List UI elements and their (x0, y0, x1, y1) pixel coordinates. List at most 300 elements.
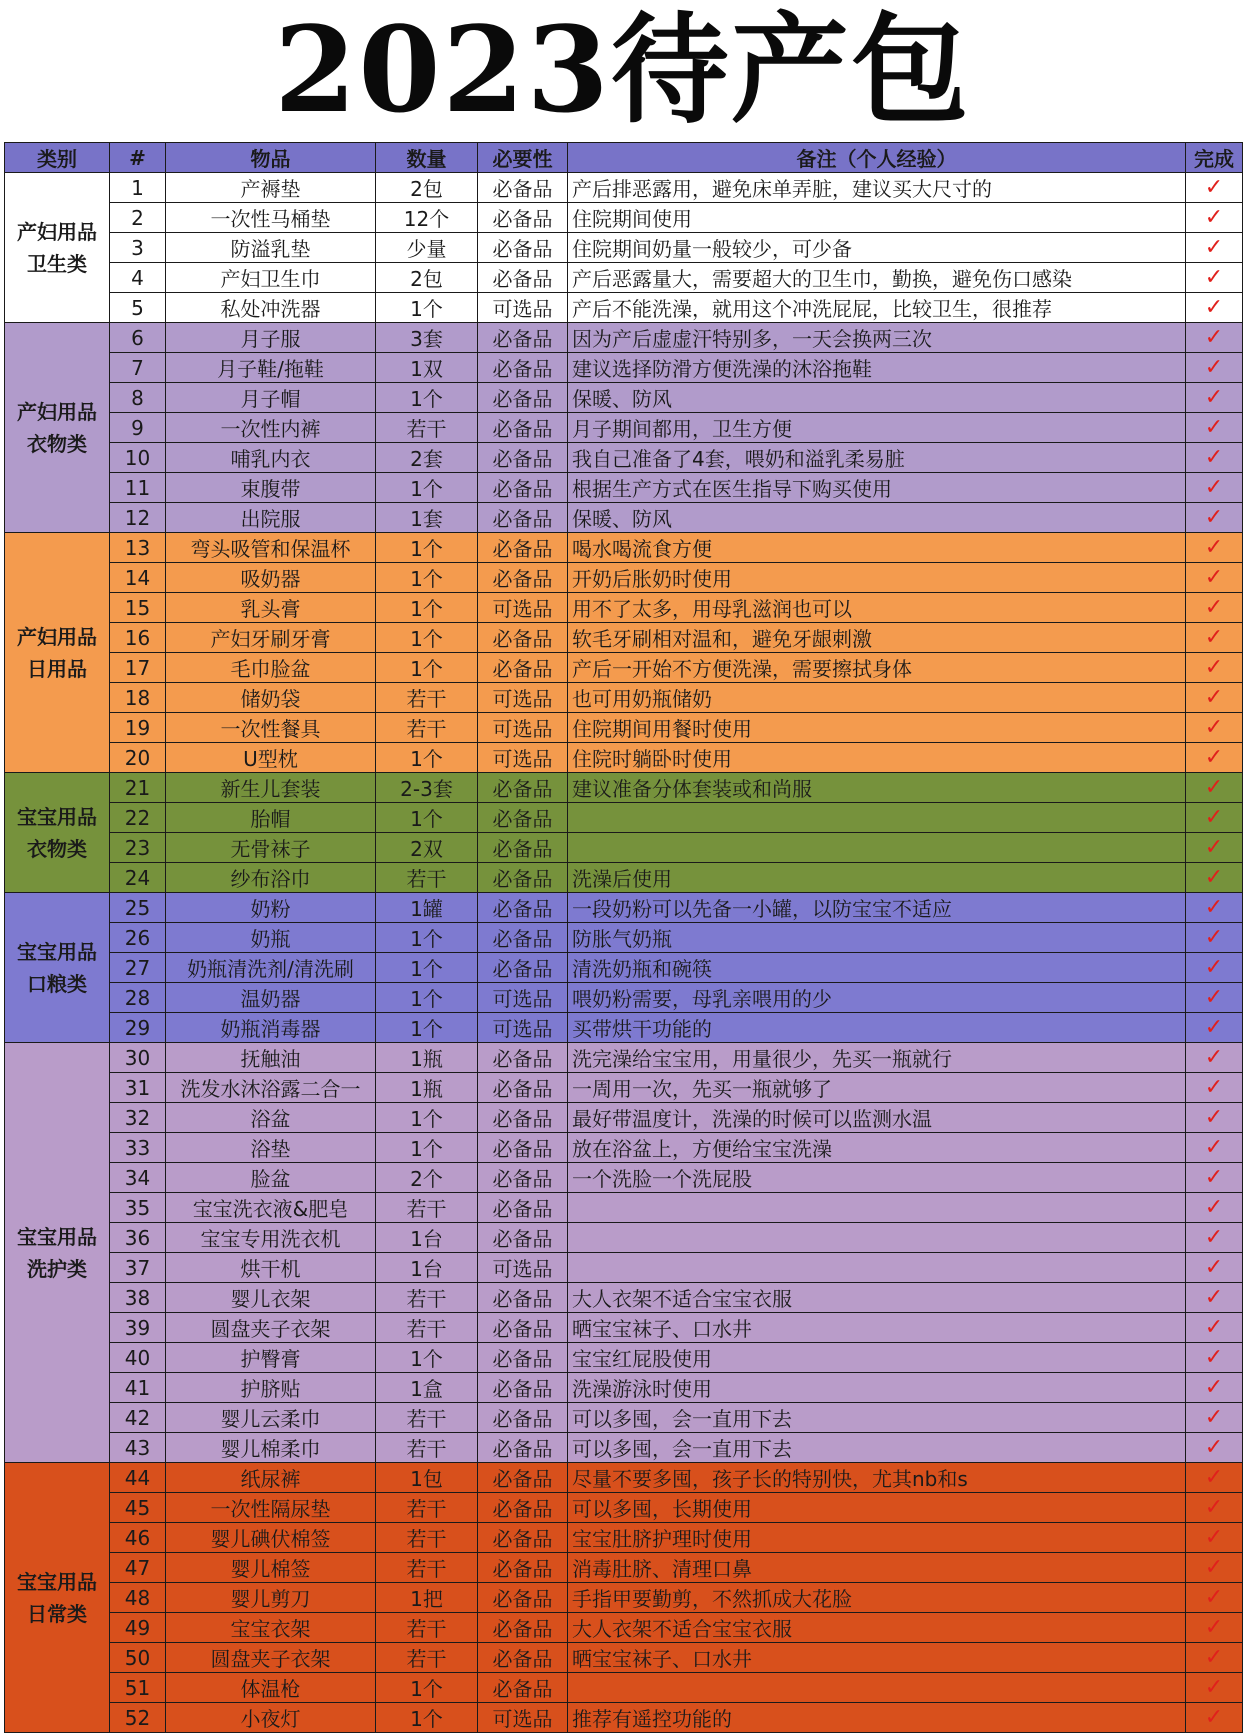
done-cell (1186, 623, 1243, 653)
row-number: 39 (110, 1313, 166, 1343)
done-cell (1186, 1013, 1243, 1043)
item-quantity: 1包 (376, 1463, 478, 1493)
row-number: 13 (110, 533, 166, 563)
table-row (5, 683, 1243, 713)
item-quantity: 1个 (376, 1103, 478, 1133)
item-necessity: 可选品 (478, 1013, 568, 1043)
item-name: 脸盆 (166, 1163, 376, 1193)
done-cell (1186, 983, 1243, 1013)
item-necessity: 必备品 (478, 1493, 568, 1523)
item-name: 防溢乳垫 (166, 233, 376, 263)
table-row (5, 923, 1243, 953)
item-name: 婴儿棉柔巾 (166, 1433, 376, 1463)
item-necessity: 可选品 (478, 683, 568, 713)
table-row (5, 1073, 1243, 1103)
done-cell (1186, 1403, 1243, 1433)
item-name: 储奶袋 (166, 683, 376, 713)
table-row (5, 233, 1243, 263)
checkmark-icon: ✓ (1204, 895, 1224, 920)
checkmark-icon: ✓ (1204, 835, 1224, 860)
row-number: 44 (110, 1463, 166, 1493)
item-quantity: 1个 (376, 1673, 478, 1703)
item-necessity: 必备品 (478, 1073, 568, 1103)
row-number: 36 (110, 1223, 166, 1253)
header-done: 完成 (1186, 143, 1243, 173)
item-necessity: 必备品 (478, 1313, 568, 1343)
item-necessity: 必备品 (478, 1133, 568, 1163)
row-number: 4 (110, 263, 166, 293)
row-number: 10 (110, 443, 166, 473)
item-note: 买带烘干功能的 (568, 1013, 1186, 1043)
row-number: 49 (110, 1613, 166, 1643)
done-cell (1186, 1643, 1243, 1673)
category-cell: 产妇用品 衣物类 (5, 323, 110, 533)
item-necessity: 必备品 (478, 203, 568, 233)
checkmark-icon: ✓ (1204, 1495, 1224, 1520)
done-cell (1186, 1043, 1243, 1073)
table-row (5, 1043, 1243, 1073)
item-quantity: 1个 (376, 563, 478, 593)
item-note: 清洗奶瓶和碗筷 (568, 953, 1186, 983)
checkmark-icon: ✓ (1204, 1135, 1224, 1160)
checkmark-icon: ✓ (1204, 955, 1224, 980)
category-cell: 宝宝用品 日常类 (5, 1463, 110, 1733)
item-necessity: 必备品 (478, 1283, 568, 1313)
item-necessity: 可选品 (478, 1703, 568, 1733)
item-name: 婴儿棉签 (166, 1553, 376, 1583)
item-name: 温奶器 (166, 983, 376, 1013)
done-cell (1186, 1673, 1243, 1703)
item-quantity: 若干 (376, 863, 478, 893)
table-row (5, 833, 1243, 863)
item-necessity: 必备品 (478, 353, 568, 383)
category-cell: 宝宝用品 口粮类 (5, 893, 110, 1043)
item-quantity: 1套 (376, 503, 478, 533)
item-necessity: 必备品 (478, 893, 568, 923)
item-necessity: 必备品 (478, 1043, 568, 1073)
item-quantity: 3套 (376, 323, 478, 353)
item-name: 一次性隔尿垫 (166, 1493, 376, 1523)
item-quantity: 1个 (376, 1703, 478, 1733)
checkmark-icon: ✓ (1204, 1585, 1224, 1610)
item-name: 宝宝洗衣液&肥皂 (166, 1193, 376, 1223)
table-row (5, 1493, 1243, 1523)
item-note: 推荐有遥控功能的 (568, 1703, 1186, 1733)
header-row (5, 143, 1243, 173)
item-name: 烘干机 (166, 1253, 376, 1283)
row-number: 46 (110, 1523, 166, 1553)
checkmark-icon: ✓ (1204, 1405, 1224, 1430)
item-note: 一周用一次，先买一瓶就够了 (568, 1073, 1186, 1103)
item-name: U型枕 (166, 743, 376, 773)
item-necessity: 必备品 (478, 773, 568, 803)
checkmark-icon: ✓ (1204, 1105, 1224, 1130)
row-number: 45 (110, 1493, 166, 1523)
done-cell (1186, 863, 1243, 893)
row-number: 38 (110, 1283, 166, 1313)
row-number: 31 (110, 1073, 166, 1103)
item-note: 保暖、防风 (568, 383, 1186, 413)
done-cell (1186, 563, 1243, 593)
row-number: 3 (110, 233, 166, 263)
table-row (5, 1313, 1243, 1343)
item-name: 洗发水沐浴露二合一 (166, 1073, 376, 1103)
table-row (5, 893, 1243, 923)
table-row (5, 173, 1243, 203)
item-name: 婴儿衣架 (166, 1283, 376, 1313)
checkmark-icon: ✓ (1204, 265, 1224, 290)
done-cell (1186, 1313, 1243, 1343)
item-note: 喝水喝流食方便 (568, 533, 1186, 563)
table-row (5, 593, 1243, 623)
item-quantity: 1瓶 (376, 1073, 478, 1103)
item-note: 软毛牙刷相对温和，避免牙龈刺激 (568, 623, 1186, 653)
table-row (5, 413, 1243, 443)
item-quantity: 1把 (376, 1583, 478, 1613)
item-quantity: 若干 (376, 1403, 478, 1433)
item-name: 出院服 (166, 503, 376, 533)
item-necessity: 必备品 (478, 1403, 568, 1433)
item-name: 纱布浴巾 (166, 863, 376, 893)
item-quantity: 1个 (376, 953, 478, 983)
item-quantity: 1个 (376, 1013, 478, 1043)
item-name: 无骨袜子 (166, 833, 376, 863)
item-note: 根据生产方式在医生指导下购买使用 (568, 473, 1186, 503)
item-necessity: 必备品 (478, 233, 568, 263)
item-name: 圆盘夹子衣架 (166, 1313, 376, 1343)
item-name: 抚触油 (166, 1043, 376, 1073)
row-number: 42 (110, 1403, 166, 1433)
item-necessity: 必备品 (478, 1193, 568, 1223)
table-row (5, 473, 1243, 503)
item-necessity: 必备品 (478, 503, 568, 533)
item-quantity: 1盒 (376, 1373, 478, 1403)
checkmark-icon: ✓ (1204, 415, 1224, 440)
item-name: 浴盆 (166, 1103, 376, 1133)
table-row (5, 1163, 1243, 1193)
item-note: 大人衣架不适合宝宝衣服 (568, 1283, 1186, 1313)
item-note (568, 833, 1186, 863)
done-cell (1186, 1583, 1243, 1613)
table-row (5, 353, 1243, 383)
item-note: 洗澡后使用 (568, 863, 1186, 893)
item-necessity: 必备品 (478, 1163, 568, 1193)
item-necessity: 必备品 (478, 1463, 568, 1493)
item-quantity: 若干 (376, 1523, 478, 1553)
done-cell (1186, 1253, 1243, 1283)
row-number: 1 (110, 173, 166, 203)
item-note: 开奶后胀奶时使用 (568, 563, 1186, 593)
done-cell (1186, 443, 1243, 473)
item-name: 乳头膏 (166, 593, 376, 623)
table-row (5, 1523, 1243, 1553)
table-row (5, 953, 1243, 983)
item-name: 一次性马桶垫 (166, 203, 376, 233)
item-name: 产褥垫 (166, 173, 376, 203)
checkmark-icon: ✓ (1204, 745, 1224, 770)
item-name: 宝宝衣架 (166, 1613, 376, 1643)
row-number: 25 (110, 893, 166, 923)
done-cell (1186, 1433, 1243, 1463)
done-cell (1186, 1133, 1243, 1163)
table-row (5, 383, 1243, 413)
item-quantity: 1个 (376, 653, 478, 683)
checkmark-icon: ✓ (1204, 565, 1224, 590)
done-cell (1186, 1073, 1243, 1103)
table-row (5, 563, 1243, 593)
item-name: 浴垫 (166, 1133, 376, 1163)
checkmark-icon: ✓ (1204, 1465, 1224, 1490)
item-name: 纸尿裤 (166, 1463, 376, 1493)
item-necessity: 必备品 (478, 1523, 568, 1553)
page-title: 2023待产包 (274, 0, 971, 139)
row-number: 26 (110, 923, 166, 953)
table-row (5, 203, 1243, 233)
table-row (5, 1253, 1243, 1283)
row-number: 22 (110, 803, 166, 833)
done-cell (1186, 1193, 1243, 1223)
item-note: 住院时躺卧时使用 (568, 743, 1186, 773)
row-number: 30 (110, 1043, 166, 1073)
item-name: 毛巾脸盆 (166, 653, 376, 683)
item-necessity: 必备品 (478, 1223, 568, 1253)
item-necessity: 必备品 (478, 863, 568, 893)
done-cell (1186, 953, 1243, 983)
done-cell (1186, 1493, 1243, 1523)
item-note: 宝宝红屁股使用 (568, 1343, 1186, 1373)
item-necessity: 必备品 (478, 263, 568, 293)
item-name: 月子帽 (166, 383, 376, 413)
table-row (5, 1343, 1243, 1373)
checkmark-icon: ✓ (1204, 625, 1224, 650)
done-cell (1186, 1163, 1243, 1193)
item-quantity: 若干 (376, 1553, 478, 1583)
checkmark-icon: ✓ (1204, 1165, 1224, 1190)
done-cell (1186, 1703, 1243, 1733)
row-number: 29 (110, 1013, 166, 1043)
item-note: 因为产后虚虚汗特别多，一天会换两三次 (568, 323, 1186, 353)
item-note: 我自己准备了4套，喂奶和溢乳柔易脏 (568, 443, 1186, 473)
table-row (5, 1703, 1243, 1733)
item-note: 一个洗脸一个洗屁股 (568, 1163, 1186, 1193)
checkmark-icon: ✓ (1204, 1675, 1224, 1700)
row-number: 7 (110, 353, 166, 383)
done-cell (1186, 323, 1243, 353)
checklist-table (4, 142, 1243, 1733)
item-note: 也可用奶瓶储奶 (568, 683, 1186, 713)
checkmark-icon: ✓ (1204, 235, 1224, 260)
item-necessity: 必备品 (478, 1433, 568, 1463)
item-quantity: 1个 (376, 983, 478, 1013)
done-cell (1186, 833, 1243, 863)
row-number: 28 (110, 983, 166, 1013)
item-necessity: 可选品 (478, 743, 568, 773)
table-row (5, 743, 1243, 773)
item-name: 婴儿云柔巾 (166, 1403, 376, 1433)
checkmark-icon: ✓ (1204, 1225, 1224, 1250)
checkmark-icon: ✓ (1204, 805, 1224, 830)
item-quantity: 1双 (376, 353, 478, 383)
checkmark-icon: ✓ (1204, 685, 1224, 710)
item-note: 喂奶粉需要，母乳亲喂用的少 (568, 983, 1186, 1013)
done-cell (1186, 353, 1243, 383)
item-note: 洗完澡给宝宝用，用量很少，先买一瓶就行 (568, 1043, 1186, 1073)
done-cell (1186, 1523, 1243, 1553)
row-number: 52 (110, 1703, 166, 1733)
item-note: 产后不能洗澡，就用这个冲洗屁屁，比较卫生，很推荐 (568, 293, 1186, 323)
row-number: 43 (110, 1433, 166, 1463)
category-cell: 产妇用品 卫生类 (5, 173, 110, 323)
item-name: 产妇卫生巾 (166, 263, 376, 293)
row-number: 24 (110, 863, 166, 893)
item-name: 婴儿剪刀 (166, 1583, 376, 1613)
header-necessity: 必要性 (478, 143, 568, 173)
item-note: 消毒肚脐、清理口鼻 (568, 1553, 1186, 1583)
item-quantity: 1台 (376, 1223, 478, 1253)
checkmark-icon: ✓ (1204, 1525, 1224, 1550)
checkmark-icon: ✓ (1204, 205, 1224, 230)
checkmark-icon: ✓ (1204, 325, 1224, 350)
checkmark-icon: ✓ (1204, 985, 1224, 1010)
item-necessity: 必备品 (478, 1103, 568, 1133)
checkmark-icon: ✓ (1204, 385, 1224, 410)
checkmark-icon: ✓ (1204, 1015, 1224, 1040)
item-necessity: 必备品 (478, 923, 568, 953)
table-body (5, 173, 1243, 1733)
item-quantity: 若干 (376, 1433, 478, 1463)
table-row (5, 983, 1243, 1013)
table-row (5, 1673, 1243, 1703)
table-row (5, 503, 1243, 533)
table-row (5, 1283, 1243, 1313)
done-cell (1186, 893, 1243, 923)
item-necessity: 必备品 (478, 533, 568, 563)
item-note: 用不了太多，用母乳滋润也可以 (568, 593, 1186, 623)
checkmark-icon: ✓ (1204, 775, 1224, 800)
item-name: 一次性内裤 (166, 413, 376, 443)
row-number: 21 (110, 773, 166, 803)
item-quantity: 1个 (376, 593, 478, 623)
table-row (5, 1193, 1243, 1223)
item-necessity: 可选品 (478, 293, 568, 323)
item-name: 奶瓶清洗剂/清洗刷 (166, 953, 376, 983)
item-note: 产后一开始不方便洗澡，需要擦拭身体 (568, 653, 1186, 683)
done-cell (1186, 773, 1243, 803)
done-cell (1186, 1553, 1243, 1583)
item-name: 月子服 (166, 323, 376, 353)
checkmark-icon: ✓ (1204, 1255, 1224, 1280)
done-cell (1186, 593, 1243, 623)
done-cell (1186, 263, 1243, 293)
table-row (5, 1613, 1243, 1643)
item-note: 住院期间用餐时使用 (568, 713, 1186, 743)
row-number: 51 (110, 1673, 166, 1703)
table-row (5, 263, 1243, 293)
done-cell (1186, 1373, 1243, 1403)
done-cell (1186, 503, 1243, 533)
item-note: 保暖、防风 (568, 503, 1186, 533)
table-row (5, 1583, 1243, 1613)
item-note: 晒宝宝袜子、口水井 (568, 1643, 1186, 1673)
checkmark-icon: ✓ (1204, 1315, 1224, 1340)
item-necessity: 可选品 (478, 1253, 568, 1283)
table-row (5, 773, 1243, 803)
item-note: 建议准备分体套装或和尚服 (568, 773, 1186, 803)
row-number: 8 (110, 383, 166, 413)
item-quantity: 若干 (376, 1643, 478, 1673)
checkmark-icon: ✓ (1204, 1195, 1224, 1220)
item-note: 防胀气奶瓶 (568, 923, 1186, 953)
checkmark-icon: ✓ (1204, 445, 1224, 470)
item-name: 哺乳内衣 (166, 443, 376, 473)
item-quantity: 2套 (376, 443, 478, 473)
item-note: 可以多囤，会一直用下去 (568, 1403, 1186, 1433)
item-quantity: 若干 (376, 1193, 478, 1223)
item-quantity: 2包 (376, 173, 478, 203)
row-number: 16 (110, 623, 166, 653)
item-note (568, 803, 1186, 833)
table-row (5, 1223, 1243, 1253)
row-number: 32 (110, 1103, 166, 1133)
item-note: 建议选择防滑方便洗澡的沐浴拖鞋 (568, 353, 1186, 383)
row-number: 35 (110, 1193, 166, 1223)
table-row (5, 443, 1243, 473)
row-number: 2 (110, 203, 166, 233)
item-quantity: 1个 (376, 923, 478, 953)
checkmark-icon: ✓ (1204, 1345, 1224, 1370)
category-cell: 宝宝用品 洗护类 (5, 1043, 110, 1463)
item-note: 产后排恶露用，避免床单弄脏，建议买大尺寸的 (568, 173, 1186, 203)
done-cell (1186, 713, 1243, 743)
done-cell (1186, 923, 1243, 953)
table-row (5, 803, 1243, 833)
checkmark-icon: ✓ (1204, 475, 1224, 500)
item-note (568, 1253, 1186, 1283)
done-cell (1186, 743, 1243, 773)
item-quantity: 2包 (376, 263, 478, 293)
table-row (5, 1013, 1243, 1043)
header-item: 物品 (166, 143, 376, 173)
category-cell: 产妇用品 日用品 (5, 533, 110, 773)
table-row (5, 1103, 1243, 1133)
row-number: 48 (110, 1583, 166, 1613)
done-cell (1186, 1223, 1243, 1253)
table-row (5, 863, 1243, 893)
row-number: 5 (110, 293, 166, 323)
row-number: 14 (110, 563, 166, 593)
done-cell (1186, 1343, 1243, 1373)
item-quantity: 若干 (376, 713, 478, 743)
checkmark-icon: ✓ (1204, 715, 1224, 740)
item-name: 婴儿碘伏棉签 (166, 1523, 376, 1553)
table-row (5, 1433, 1243, 1463)
checkmark-icon: ✓ (1204, 865, 1224, 890)
table-row (5, 653, 1243, 683)
table-row (5, 1403, 1243, 1433)
header-number: # (110, 143, 166, 173)
item-quantity: 少量 (376, 233, 478, 263)
item-quantity: 1个 (376, 623, 478, 653)
done-cell (1186, 803, 1243, 833)
item-necessity: 必备品 (478, 623, 568, 653)
item-quantity: 1个 (376, 743, 478, 773)
item-quantity: 若干 (376, 1313, 478, 1343)
item-quantity: 1个 (376, 383, 478, 413)
item-note: 手指甲要勤剪，不然抓成大花脸 (568, 1583, 1186, 1613)
item-note: 尽量不要多囤，孩子长的特别快，尤其nb和s (568, 1463, 1186, 1493)
done-cell (1186, 1283, 1243, 1313)
item-note: 住院期间使用 (568, 203, 1186, 233)
